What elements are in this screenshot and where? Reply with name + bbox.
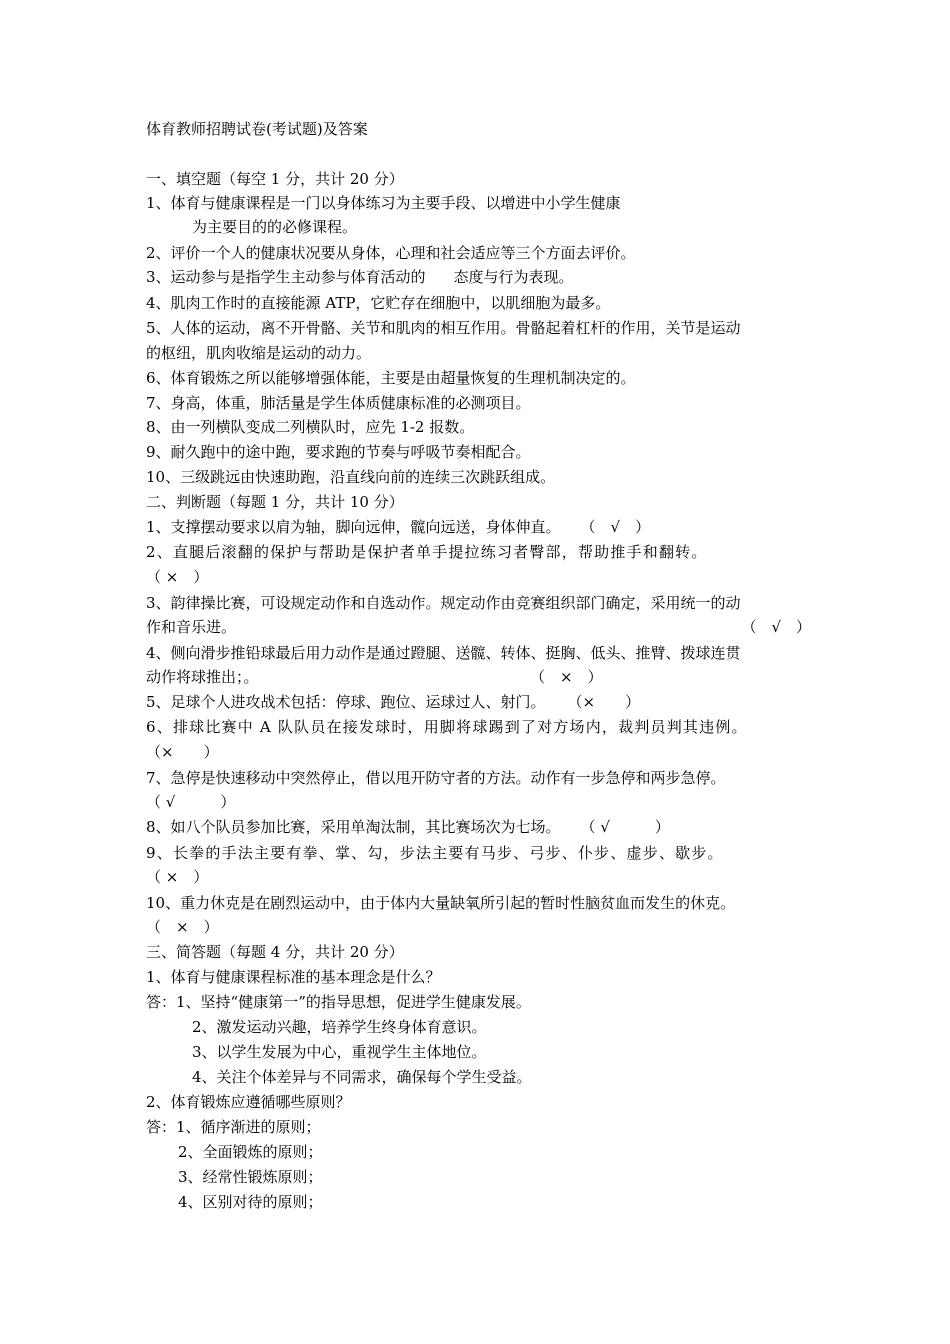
tf-item-3-cont-text: 作和音乐进。 [146, 618, 237, 636]
fill-blank-item-3-a: 3、运动参与是指学生主动参与体育活动的 [146, 268, 426, 286]
fill-blank-item-3 [146, 266, 811, 288]
tf-item-9-answer: （ × ） [146, 868, 209, 886]
tf-item-1-answer: （ √ ） [580, 518, 651, 536]
tf-item-7: 7、急停是快速移动中突然停止，借以甩开防守者的方法。动作有一步急停和两步急停。 [146, 769, 726, 787]
fill-blank-item-1: 1、体育与健康课程是一门以身体练习为主要手段、以增进中小学生健康 [146, 194, 621, 212]
tf-item-3: 3、韵律操比赛，可设规定动作和自选动作。规定动作由竞赛组织部门确定，采用统一的动 [146, 594, 741, 612]
tf-item-1 [146, 516, 811, 538]
sa-q2-answer-2: 2、全面锻炼的原则； [178, 1143, 323, 1161]
document-title: 体育教师招聘试卷(考试题)及答案 [146, 120, 368, 138]
tf-item-5 [146, 691, 811, 713]
fill-blank-item-9: 9、耐久跑中的途中跑，要求跑的节奏与呼吸节奏相配合。 [146, 443, 531, 461]
fill-blank-item-2: 2、评价一个人的健康状况要从身体，心理和社会适应等三个方面去评价。 [146, 244, 636, 262]
fill-blank-item-10: 10、三级跳远由快速助跑，沿直线向前的连续三次跳跃组成。 [146, 468, 556, 486]
tf-item-6-answer: （× ） [146, 743, 219, 761]
fill-blank-item-5: 5、人体的运动，离不开骨骼、关节和肌肉的相互作用。骨骼起着杠杆的作用，关节是运动 [146, 319, 741, 337]
sa-question-2: 2、体育锻炼应遵循哪些原则？ [146, 1093, 351, 1111]
tf-item-4-cont [146, 666, 811, 688]
sa-q2-answer-3: 3、经常性锻炼原则； [178, 1168, 323, 1186]
fill-blank-item-3-b: 态度与行为表现。 [453, 268, 574, 286]
sa-q1-answer-3: 3、以学生发展为中心，重视学生主体地位。 [192, 1043, 487, 1061]
fill-blank-item-8: 8、由一列横队变成二列横队时，应先 1-2 报数。 [146, 418, 475, 436]
section-heading-fill-blank: 一、填空题（每空 1 分，共计 20 分） [146, 170, 404, 188]
tf-item-8 [146, 816, 811, 838]
tf-item-8-text: 8、如八个队员参加比赛，采用单淘汰制，其比赛场次为七场。 [146, 818, 561, 836]
tf-item-4-answer: （ × ） [530, 668, 603, 686]
tf-item-6: 6、排球比赛中 A 队队员在接发球时，用脚将球踢到了对方场内，裁判员判其违例。 [146, 718, 748, 736]
section-heading-true-false: 二、判断题（每题 1 分，共计 10 分） [146, 493, 404, 511]
tf-item-5-text: 5、足球个人进攻战术包括：停球、跑位、运球过人、射门。 [146, 693, 546, 711]
tf-item-1-text: 1、支撑摆动要求以肩为轴，脚向远伸，髋向远送，身体伸直。 [146, 518, 561, 536]
tf-item-7-answer: （ √ ） [146, 793, 236, 811]
sa-q1-answer-2: 2、激发运动兴趣，培养学生终身体育意识。 [192, 1018, 487, 1036]
tf-item-4: 4、侧向滑步推铅球最后用力动作是通过蹬腿、送髋、转体、挺胸、低头、推臂、拨球连贯 [146, 644, 741, 662]
tf-item-5-answer: （× ） [567, 693, 641, 711]
section-heading-short-answer: 三、简答题（每题 4 分，共计 20 分） [146, 943, 404, 961]
fill-blank-item-7: 7、身高，体重，肺活量是学生体质健康标准的必测项目。 [146, 394, 531, 412]
sa-q1-answer-1: 答：1、坚持“健康第一”的指导思想，促进学生健康发展。 [146, 993, 531, 1011]
fill-blank-item-4: 4、肌肉工作时的直接能源 ATP，它贮存在细胞中，以肌细胞为最多。 [146, 294, 611, 312]
tf-item-2-answer: （ × ） [146, 568, 209, 586]
tf-item-10-answer: （ × ） [146, 918, 219, 936]
tf-item-4-cont-text: 动作将球推出；。 [146, 668, 259, 686]
sa-q2-answer-4: 4、区别对待的原则； [178, 1193, 323, 1211]
fill-blank-item-1-cont: 为主要目的的必修课程。 [192, 218, 358, 236]
sa-q1-answer-4: 4、关注个体差异与不同需求，确保每个学生受益。 [192, 1068, 532, 1086]
tf-item-9: 9、长拳的手法主要有拳、掌、勾，步法主要有马步、弓步、仆步、虚步、歇步。 [146, 844, 724, 862]
tf-item-2: 2、直腿后滚翻的保护与帮助是保护者单手提拉练习者臀部，帮助推手和翻转。 [146, 543, 708, 561]
tf-item-3-answer: （ √ ） [741, 618, 811, 636]
fill-blank-item-6: 6、体育锻炼之所以能够增强体能，主要是由超量恢复的生理机制决定的。 [146, 369, 636, 387]
tf-item-8-answer: （ √ ） [580, 818, 670, 836]
tf-item-10: 10、重力休克是在剧烈运动中，由于体内大量缺氧所引起的暂时性脑贫血而发生的休克。 [146, 894, 736, 912]
sa-q2-answer-1: 答：1、循序渐进的原则； [146, 1118, 321, 1136]
tf-item-3-cont [146, 616, 811, 638]
fill-blank-item-5-cont: 的枢纽，肌肉收缩是运动的动力。 [146, 344, 372, 362]
sa-question-1: 1、体育与健康课程标准的基本理念是什么？ [146, 968, 441, 986]
